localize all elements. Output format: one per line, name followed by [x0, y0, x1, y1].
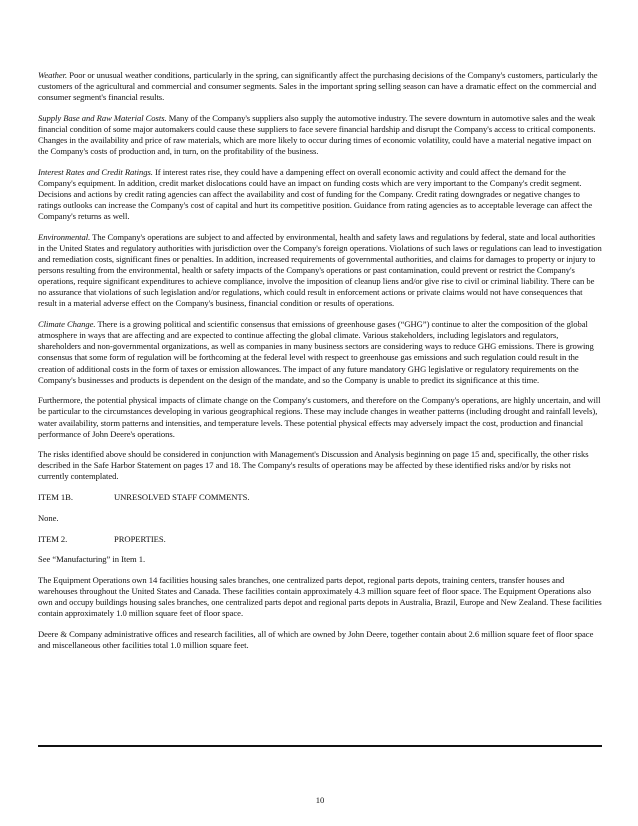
- paragraph-text: Many of the Company's suppliers also supply the automotive industry. The severe downturn in automotive sales and the weak financial condition of some major automakers could cause these suppliers to face severe financial hardship and disrupt the Company's access to critical components. Changes in the availability and price of raw materials, which are more likely to occur during times of economic volatility, could have a material negative impact on the Company's costs of production and, in turn, on the profitability of the business.: [38, 112, 596, 157]
- climate-change-paragraph: [38, 319, 602, 386]
- item-2-heading: [38, 534, 602, 545]
- paragraph-text: The risks identified above should be considered in conjunction with Management's Discussion and Analysis beginning on page 15 and, specifically, the other risks described in the Safe Harbor Statement on pages 17 and 18. The Company's results of operations may be affected by these identified risks and/or by risks not currently contemplated.: [38, 449, 589, 482]
- none-text: None.: [38, 512, 59, 523]
- page-number: 10: [315, 795, 325, 805]
- paragraph-lead: Environmental.: [38, 231, 91, 242]
- paragraph-lead: Supply Base and Raw Material Costs.: [38, 112, 167, 123]
- item-number: ITEM 2.: [38, 533, 68, 544]
- footer-divider: [38, 745, 602, 747]
- paragraph-text: There is a growing political and scientific consensus that emissions of greenhouse gases (“GHG”) continue to alter the composition of the global atmosphere in ways that are affecting and are expected to continue affecting the global climate. Various stakeholders, including legislators and regulators, shareholders and non-governmental organizations, as well as companies in many business sectors are considering ways to reduce GHG emissions. There is growing consensus that some form of regulation will be forthcoming at the federal level with respect to greenhouse gas emissions and such regulation could result in the creation of additional costs in the form of taxes or emission allowances. The impact of any future mandatory GHG legislative or regulatory requirements on the Company's businesses and products is dependent on the design of the mandate, and so the Company is unable to predict its significance at this time.: [38, 319, 594, 385]
- supply-base-paragraph: [38, 113, 602, 157]
- paragraph-text: If interest rates rise, they could have a dampening effect on overall economic activity and could affect the demand for the Company's equipment. In addition, credit market dislocations could have an impact on funding costs which are very important to the Company's credit segment. Decisions and actions by credit rating agencies can affect the availability and cost of funding for the Company. Credit rating downgrades or negative changes to ratings outlooks can increase the Company's cost of capital and hurt its competitive position. Guidance from rating agencies as to acceptable leverage can affect the Company's returns as well.: [38, 166, 593, 222]
- paragraph-text: Poor or unusual weather conditions, particularly in the spring, can significantly affect the purchasing decisions of the Company's customers, particularly the customers of the agricultural and commercial and consumer segments. Sales in the important spring selling season can have a dramatic effect on the commercial and consumer segment's financial results.: [38, 70, 598, 103]
- paragraph-text: Furthermore, the potential physical impacts of climate change on the Company's customers, and therefore on the Company's operations, are highly uncertain, and will be particular to the circumstances developing in various geographical regions. These may include changes in weather patterns (including drought and rainfall levels), water availability, storm patterns and intensities, and temperature levels. These potential physical effects may adversely impact the cost, production and financial performance of John Deere's operations.: [38, 395, 601, 439]
- paragraph-lead: Weather.: [38, 70, 68, 80]
- climate-physical-impacts-paragraph: [38, 395, 602, 439]
- administrative-offices-paragraph: Deere & Company administrative offices and research facilities, all of which are owned by John Deere, together contain about 2.6 million square feet of floor space and miscellaneous other facilities total 1.0 million square feet.: [38, 628, 594, 650]
- item-title: UNRESOLVED STAFF COMMENTS.: [114, 492, 250, 503]
- weather-paragraph: [38, 70, 602, 103]
- interest-rates-paragraph: [38, 167, 602, 222]
- paragraph-text: The Company's operations are subject to and affected by environmental, health and safety laws and regulations by federal, state and local authorities in the United States and regulatory authorities with jurisdiction over the Company's foreign operations. Violations of such laws or regulations can lead to investigation and remediation costs, significant fines or penalties. In addition, increased requirements of governmental authorities, and claims for damages to property or injury to persons resulting from the environmental, health or safety impacts of the Company's operations or past contamination, could prevent or restrict the Company's operations, require significant expenditures to achieve compliance, involve the imposition of cleanup liens and/or give rise to civil or criminal liability. There can be no assurance that violations of such legislation and/or regulations, which could result in enforcement actions or private claims would not have consequences that result in a material adverse effect on the Company's business, financial condition or results of operations.: [38, 231, 602, 309]
- document-page: [38, 70, 602, 661]
- see-manufacturing-text: See “Manufacturing” in Item 1.: [38, 554, 146, 565]
- environmental-paragraph: [38, 232, 602, 310]
- paragraph-lead: Interest Rates and Credit Ratings.: [38, 166, 153, 177]
- risks-summary-paragraph: [38, 449, 602, 482]
- item-title: PROPERTIES.: [114, 533, 166, 544]
- item-number: ITEM 1B.: [38, 492, 73, 503]
- paragraph-lead: Climate Change.: [38, 319, 96, 330]
- item-1b-heading: [38, 492, 602, 503]
- equipment-operations-paragraph: The Equipment Operations own 14 facilities housing sales branches, one centralized parts depot, regional parts depots, training centers, transfer houses and warehouses throughout the United States and Canada. These facilities contain approximately 4.3 million square feet of floor space. The Equipment Operations also own and occupy buildings housing sales branches, one centralized parts depot and regional parts depots in Australia, Brazil, Europe and New Zealand. These facilities contain approximately 1.0 million square feet of floor space.: [38, 574, 602, 619]
